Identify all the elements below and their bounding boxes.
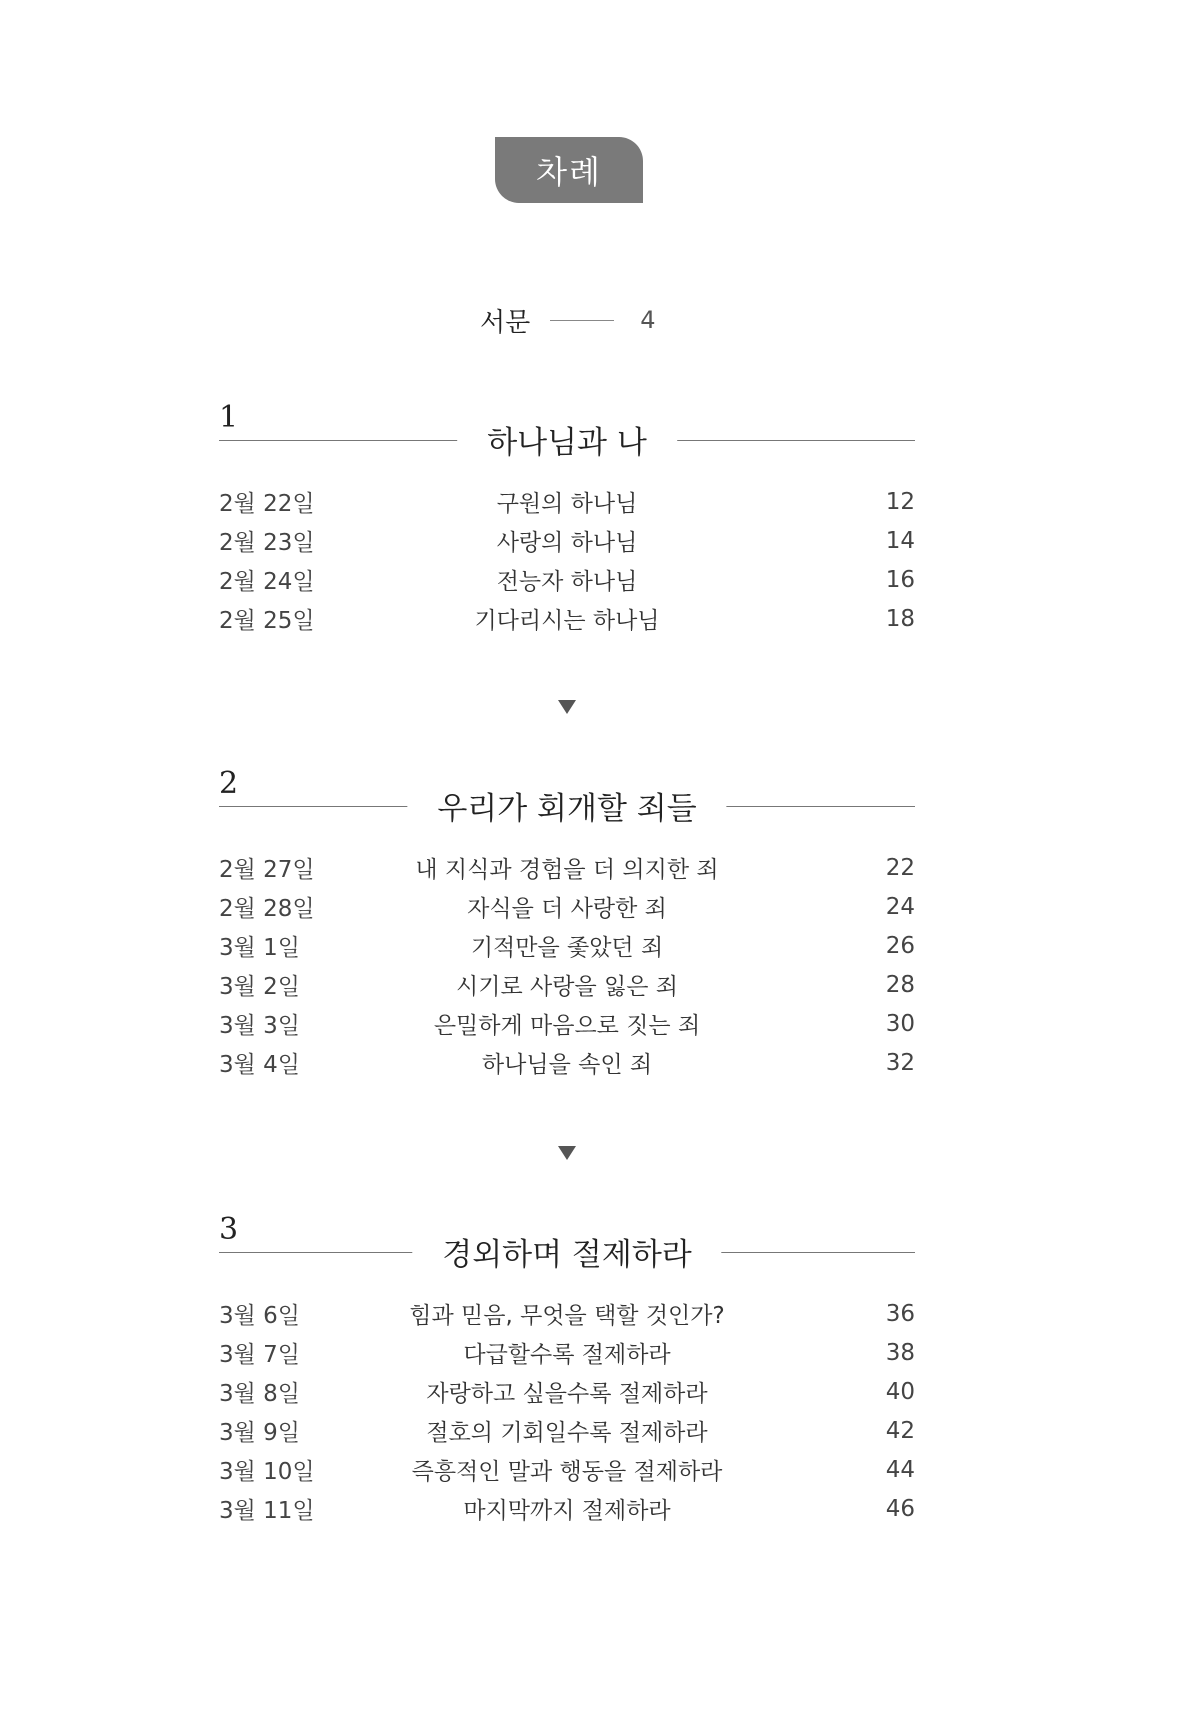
section-3 — [219, 1212, 915, 1528]
entry-page: 26 — [885, 932, 915, 959]
section-entries — [219, 1294, 915, 1528]
entry-page: 42 — [885, 1417, 915, 1444]
entry-title: 전능자 하나님 — [496, 569, 638, 595]
section-number: 3 — [219, 1212, 239, 1247]
entry-page: 16 — [885, 566, 915, 593]
toc-entry[interactable] — [219, 521, 915, 560]
entry-page: 46 — [885, 1495, 915, 1522]
entry-date: 3월 10일 — [219, 1459, 315, 1485]
entry-title: 다급할수록 절제하라 — [463, 1342, 671, 1368]
entry-title: 하나님을 속인 죄 — [481, 1052, 653, 1078]
toc-entry[interactable] — [219, 599, 915, 638]
section-header — [219, 766, 915, 836]
entry-date: 3월 4일 — [219, 1052, 301, 1078]
toc-entry[interactable] — [219, 848, 915, 887]
entry-date: 3월 6일 — [219, 1303, 301, 1329]
section-2 — [219, 766, 915, 1082]
toc-entry[interactable] — [219, 482, 915, 521]
entry-title: 내 지식과 경험을 더 의지한 죄 — [415, 857, 719, 883]
entry-title: 기적만을 좇았던 죄 — [470, 935, 664, 961]
entry-page: 44 — [885, 1456, 915, 1483]
entry-date: 3월 3일 — [219, 1013, 301, 1039]
section-number: 2 — [219, 766, 239, 801]
entry-date: 2월 23일 — [219, 530, 315, 556]
entry-title: 구원의 하나님 — [496, 491, 638, 517]
entry-page: 40 — [885, 1378, 915, 1405]
toc-entry[interactable] — [219, 560, 915, 599]
entry-date: 2월 24일 — [219, 569, 315, 595]
section-title: 우리가 회개할 죄들 — [407, 783, 726, 828]
toc-entry[interactable] — [219, 1004, 915, 1043]
toc-heading-badge — [495, 137, 643, 203]
toc-entry[interactable] — [219, 926, 915, 965]
entry-page: 36 — [885, 1300, 915, 1327]
entry-title: 사랑의 하나님 — [496, 530, 638, 556]
entry-date: 3월 11일 — [219, 1498, 315, 1524]
entry-page: 22 — [885, 854, 915, 881]
entry-date: 3월 9일 — [219, 1420, 301, 1446]
entry-date: 3월 2일 — [219, 974, 301, 1000]
entry-title: 마지막까지 절제하라 — [463, 1498, 671, 1524]
down-triangle-icon — [558, 1146, 576, 1160]
entry-date: 3월 7일 — [219, 1342, 301, 1368]
entry-title: 절호의 기회일수록 절제하라 — [426, 1420, 708, 1446]
entry-date: 2월 22일 — [219, 491, 315, 517]
entry-title: 즉흥적인 말과 행동을 절제하라 — [411, 1459, 723, 1485]
entry-title: 기다리시는 하나님 — [474, 608, 660, 634]
toc-entry[interactable] — [219, 965, 915, 1004]
entry-page: 30 — [885, 1010, 915, 1037]
preface-title: 서문 — [480, 307, 531, 338]
entry-date: 2월 25일 — [219, 608, 315, 634]
entry-title: 자랑하고 싶을수록 절제하라 — [426, 1381, 708, 1407]
toc-entry[interactable] — [219, 1294, 915, 1333]
section-title: 하나님과 나 — [457, 417, 677, 462]
entry-title: 힘과 믿음, 무엇을 택할 것인가? — [409, 1303, 725, 1329]
preface-entry[interactable] — [480, 300, 700, 340]
section-1 — [219, 400, 915, 638]
section-title: 경외하며 절제하라 — [412, 1229, 721, 1274]
preface-page: 4 — [640, 306, 656, 334]
entry-page: 14 — [885, 527, 915, 554]
toc-entry[interactable] — [219, 1372, 915, 1411]
entry-title: 시기로 사랑을 잃은 죄 — [456, 974, 678, 1000]
toc-entry[interactable] — [219, 1411, 915, 1450]
preface-leader-line — [550, 320, 614, 321]
entry-page: 28 — [885, 971, 915, 998]
entry-page: 24 — [885, 893, 915, 920]
section-entries — [219, 848, 915, 1082]
toc-entry[interactable] — [219, 1333, 915, 1372]
entry-date: 3월 8일 — [219, 1381, 301, 1407]
entry-date: 2월 27일 — [219, 857, 315, 883]
section-header — [219, 1212, 915, 1282]
entry-date: 2월 28일 — [219, 896, 315, 922]
toc-entry[interactable] — [219, 1450, 915, 1489]
toc-entry[interactable] — [219, 1043, 915, 1082]
entry-page: 38 — [885, 1339, 915, 1366]
entry-page: 18 — [885, 605, 915, 632]
entry-page: 32 — [885, 1049, 915, 1076]
entry-title: 은밀하게 마음으로 짓는 죄 — [433, 1013, 701, 1039]
toc-entry[interactable] — [219, 887, 915, 926]
toc-entry[interactable] — [219, 1489, 915, 1528]
toc-heading: 차례 — [536, 153, 602, 191]
section-number: 1 — [219, 400, 239, 435]
down-triangle-icon — [558, 700, 576, 714]
entry-page: 12 — [885, 488, 915, 515]
entry-title: 자식을 더 사랑한 죄 — [467, 896, 667, 922]
section-entries — [219, 482, 915, 638]
section-header — [219, 400, 915, 470]
entry-date: 3월 1일 — [219, 935, 301, 961]
